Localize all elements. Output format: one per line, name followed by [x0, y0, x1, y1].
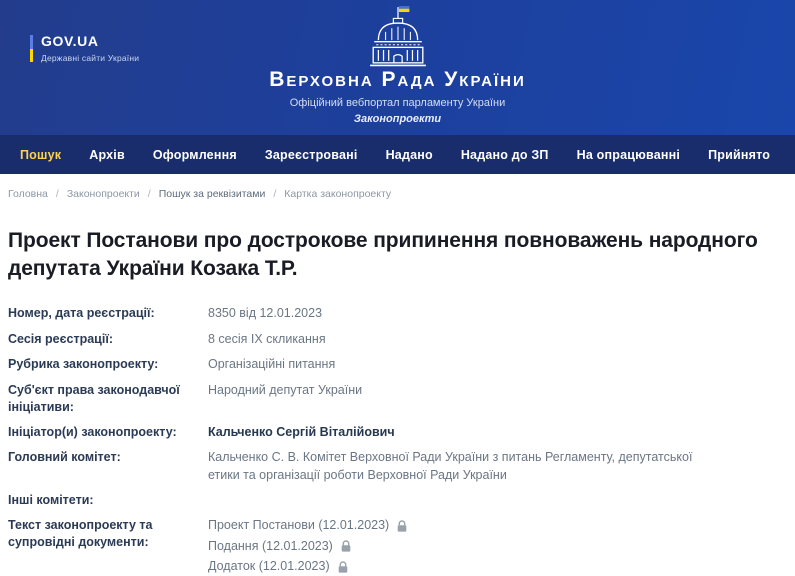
- detail-row-number-date: [8, 305, 787, 323]
- nav-item-poshuk[interactable]: Пошук: [20, 147, 62, 162]
- nav-item-arkhiv[interactable]: Архів: [89, 147, 125, 162]
- lock-icon: [340, 540, 352, 553]
- nav-item-zareiestrovani[interactable]: Зареєстровані: [264, 147, 358, 162]
- header-branding: [0, 5, 795, 125]
- lock-icon: [396, 520, 408, 533]
- breadcrumb-home[interactable]: Головна: [8, 188, 48, 200]
- detail-row-initiative-subject: [8, 382, 787, 416]
- breadcrumb: [0, 174, 795, 200]
- breadcrumb-poshuk-za-rekvizytamy[interactable]: Пошук за реквізитами: [158, 188, 266, 200]
- nav-item-nadano[interactable]: Надано: [385, 147, 433, 162]
- detail-row-rubric: [8, 356, 787, 374]
- detail-row-other-committees: [8, 492, 787, 509]
- site-title: Верховна Рада України: [269, 68, 526, 91]
- govua-logo-text: GOV.UA: [41, 33, 99, 49]
- detail-label: Ініціатор(и) законопроекту:: [8, 424, 177, 439]
- detail-label: Текст законопроекту та супровідні документи:: [8, 518, 153, 549]
- lock-icon: [337, 561, 349, 574]
- detail-label: Сесія реєстрації:: [8, 331, 113, 346]
- breadcrumb-separator: /: [273, 188, 277, 200]
- nav-item-oformlennia[interactable]: Оформлення: [152, 147, 237, 162]
- document-title: Подання (12.01.2023): [208, 538, 333, 553]
- document-title: Додаток (12.01.2023): [208, 559, 330, 574]
- breadcrumb-kartka-zakonoproektu: Картка законопроекту: [284, 188, 392, 200]
- detail-label: Інші комітети:: [8, 493, 94, 508]
- detail-value: Кальченко С. В. Комітет Верховної Ради України з питань Регламенту, депутатської етики та організації роботи Верховної Ради України: [208, 450, 693, 482]
- main-nav: [0, 135, 795, 174]
- detail-value: Організаційні питання: [208, 357, 336, 372]
- detail-label: Суб'єкт права законодавчої ініціативи:: [8, 382, 180, 414]
- detail-value: 8350 від 12.01.2023: [208, 306, 323, 321]
- govua-tagline: Державні сайти України: [41, 53, 140, 63]
- detail-label: Головний комітет:: [8, 450, 121, 465]
- breadcrumb-separator: /: [147, 188, 151, 200]
- nav-item-nadano-do-zp[interactable]: Надано до ЗП: [460, 147, 549, 162]
- document-link[interactable]: [208, 538, 408, 556]
- detail-row-initiator: [8, 424, 787, 442]
- bill-details: [8, 305, 787, 575]
- detail-row-documents: [8, 517, 787, 576]
- document-link[interactable]: [208, 517, 408, 535]
- detail-row-main-committee: [8, 449, 787, 484]
- site-section-label: Законопроекти: [353, 113, 442, 125]
- site-header: [0, 0, 795, 135]
- nav-item-na-opratsiuvanni[interactable]: На опрацюванні: [576, 147, 681, 162]
- detail-value: Народний депутат України: [208, 382, 363, 397]
- detail-label: Рубрика законопроекту:: [8, 357, 159, 372]
- breadcrumb-separator: /: [55, 188, 59, 200]
- document-title: Проект Постанови (12.01.2023): [208, 518, 390, 533]
- detail-label: Номер, дата реєстрації:: [8, 306, 155, 321]
- detail-row-session: [8, 331, 787, 349]
- page-title: Проект Постанови про дострокове припинення повноважень народного депутата України Козака Т.Р.: [8, 229, 758, 280]
- site-subtitle: Офіційний вебпортал парламенту України: [289, 97, 506, 109]
- detail-value: 8 сесія IX скликання: [208, 331, 326, 346]
- parliament-building-icon: [363, 5, 433, 67]
- initiator-link[interactable]: Кальченко Сергій Віталійович: [208, 424, 395, 439]
- nav-item-pryiniato[interactable]: Прийнято: [708, 147, 771, 162]
- breadcrumb-zakonoproekty[interactable]: Законопроекти: [66, 188, 140, 200]
- document-link[interactable]: [208, 558, 408, 576]
